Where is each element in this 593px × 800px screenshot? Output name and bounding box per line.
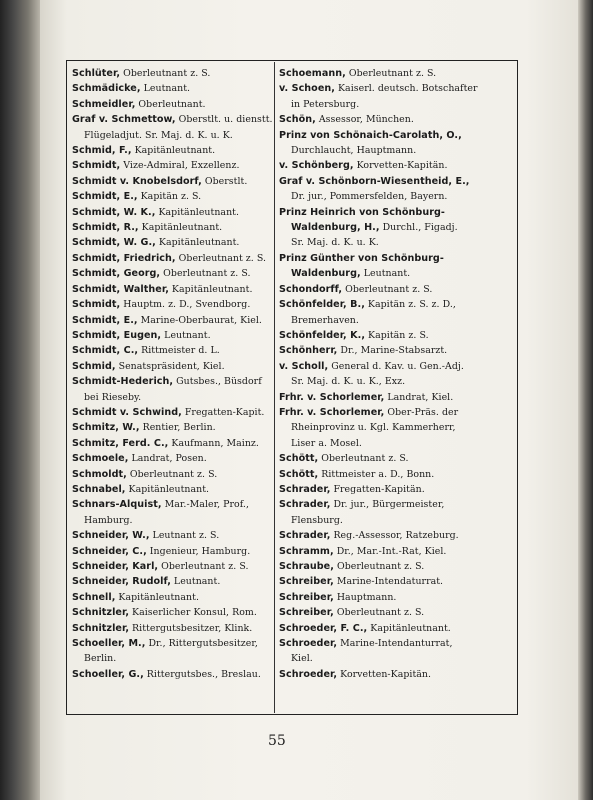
list-entry	[279, 266, 474, 281]
entry-description: Leutnant.	[360, 268, 411, 280]
entry-name: Waldenburg, H.,	[291, 222, 380, 234]
entry-name: Schön,	[279, 114, 316, 126]
entry-name: Schroeder,	[279, 638, 338, 650]
list-entry	[279, 220, 474, 235]
entry-description: Liser a. Mosel.	[291, 437, 362, 449]
entry-name: Schnitzler,	[72, 622, 130, 634]
entry-name: Schmidt, Walther,	[72, 283, 169, 295]
entry-description: Kapitän z. S.	[365, 329, 429, 341]
list-entry	[72, 482, 267, 497]
entry-description: Oberstlt. u. dienstt.	[175, 114, 273, 126]
entry-name: Schmid,	[72, 360, 116, 372]
list-entry	[279, 636, 474, 651]
list-entry	[72, 374, 267, 389]
list-entry	[72, 359, 267, 374]
entry-description: Kapitän z. S.	[137, 191, 202, 203]
entry-name: v. Scholl,	[279, 360, 329, 372]
entry-name: Schmidt, W. K.,	[72, 206, 156, 218]
entry-name: Schneider, Karl,	[72, 561, 159, 572]
entry-description: Oberleutnant z. S.	[318, 453, 409, 465]
list-entry	[279, 143, 474, 158]
entry-name: v. Schönberg,	[279, 160, 354, 172]
entry-name: Schoeller, M.,	[72, 638, 146, 650]
list-entry	[72, 205, 267, 220]
entry-name: Schmeidler,	[72, 98, 136, 110]
entry-description: Hauptmann.	[333, 591, 397, 603]
entry-description: Senatspräsident, Kiel.	[115, 360, 225, 372]
list-entry	[72, 451, 267, 466]
list-entry	[72, 143, 267, 158]
entry-name: Schnitzler,	[72, 607, 130, 619]
list-entry	[279, 605, 474, 620]
entry-name: Schmitz, W.,	[72, 422, 140, 434]
entry-name: Waldenburg,	[291, 268, 361, 280]
entry-description: Kapitänleutnant.	[138, 222, 223, 234]
entry-description: Sr. Maj. d. K. u. K.	[291, 237, 379, 249]
list-entry	[279, 205, 474, 220]
entry-description: Berlin.	[84, 653, 117, 665]
entry-name: Schmidt, R.,	[72, 222, 139, 234]
list-entry	[279, 420, 474, 435]
list-entry	[72, 559, 267, 574]
list-entry	[279, 158, 474, 173]
entry-name: Schneider, W.,	[72, 530, 150, 542]
list-entry	[72, 66, 267, 81]
entry-name: Prinz von Schönaich-Carolath, O.,	[279, 129, 462, 141]
entry-name: Frhr. v. Schorlemer,	[279, 406, 385, 418]
entry-description: Rentier, Berlin.	[139, 422, 216, 434]
list-entry	[279, 436, 474, 451]
entry-description: Leutnant.	[140, 83, 191, 95]
entry-description: Vize-Admiral, Exzellenz.	[120, 160, 240, 172]
entry-description: Kapitänleutnant.	[131, 145, 216, 157]
entry-name: Graf v. Schmettow,	[72, 114, 176, 126]
entry-description: Kapitänleutnant.	[155, 206, 240, 218]
entry-description: Ober-Präs. der	[384, 406, 459, 418]
list-entry	[279, 621, 474, 636]
list-entry	[279, 112, 474, 127]
entry-description: Hamburg.	[84, 514, 133, 526]
entry-name: Schreiber,	[279, 607, 334, 619]
list-entry	[279, 235, 474, 250]
list-entry	[279, 574, 474, 589]
entry-description: Rittmeister a. D., Bonn.	[318, 468, 435, 480]
list-entry	[279, 81, 478, 96]
entry-description: Dr., Mar.-Int.-Rat, Kiel.	[333, 545, 447, 557]
entry-name: Schoeller, G.,	[72, 668, 144, 680]
entry-name: Schmidt, C.,	[72, 345, 139, 357]
entry-name: Schrader,	[279, 483, 331, 495]
entry-description: Kaufmann, Mainz.	[168, 437, 259, 449]
entry-description: Gutsbes., Büsdorf	[173, 376, 262, 388]
list-entry	[72, 174, 267, 189]
entry-name: Schmidt, Friedrich,	[72, 252, 176, 264]
list-entry	[279, 97, 474, 112]
list-entry	[279, 590, 474, 605]
list-entry	[72, 235, 267, 250]
entry-description: Kapitänleutnant.	[155, 237, 240, 249]
list-entry	[279, 544, 474, 559]
entry-name: Schrader,	[279, 530, 331, 542]
entry-description: Kapitän z. S. z. D.,	[364, 299, 456, 311]
entry-name: Schmidt, W. G.,	[72, 237, 156, 249]
list-entry	[72, 158, 267, 173]
page-edge-shadow	[578, 0, 593, 800]
entry-description: Durchlaucht, Hauptmann.	[291, 145, 417, 157]
entry-description: Sr. Maj. d. K. u. K., Exz.	[291, 376, 406, 388]
book-spine-shadow	[0, 0, 40, 800]
list-entry	[72, 220, 267, 235]
list-entry	[279, 359, 474, 374]
list-entry	[72, 112, 273, 127]
entry-name: Schönfelder, K.,	[279, 329, 366, 341]
list-entry	[72, 590, 267, 605]
entry-description: Dr. jur., Pommersfelden, Bayern.	[291, 191, 448, 203]
list-entry	[72, 313, 267, 328]
entry-name: Schnell,	[72, 591, 116, 603]
entry-description: Leutnant z. S.	[149, 530, 220, 542]
list-entry	[279, 374, 474, 389]
list-entry	[72, 436, 267, 451]
list-entry	[72, 251, 267, 266]
list-entry	[279, 497, 474, 512]
entry-name: Schmidt, Georg,	[72, 268, 161, 280]
entry-description: Leutnant.	[170, 576, 221, 588]
list-entry	[279, 174, 474, 189]
list-entry	[279, 251, 474, 266]
entry-name: Schneider, C.,	[72, 545, 147, 557]
entry-description: Mar.-Maler, Prof.,	[161, 499, 249, 511]
entry-name: Schoemann,	[279, 68, 346, 79]
entry-name: Schneider, Rudolf,	[72, 576, 171, 588]
entry-description: Durchl., Figadj.	[379, 222, 458, 234]
list-entry	[72, 390, 267, 405]
list-entry	[279, 513, 474, 528]
entry-description: Kapitänleutnant.	[367, 622, 451, 634]
entry-name: Schmoele,	[72, 453, 129, 465]
entry-name: Schmidt-Hederich,	[72, 376, 174, 388]
list-entry	[72, 651, 267, 666]
entry-description: in Petersburg.	[291, 98, 360, 110]
entry-description: Dr., Rittergutsbesitzer,	[145, 638, 258, 650]
list-entry	[72, 636, 267, 651]
entry-name: Schroeder,	[279, 668, 338, 680]
entry-name: Schmädicke,	[72, 83, 141, 95]
entry-name: Schmid, F.,	[72, 145, 132, 157]
entry-description: Hauptm. z. D., Svendborg.	[120, 299, 251, 311]
entry-description: Oberleutnant z. S.	[333, 607, 425, 619]
list-entry	[72, 605, 267, 620]
entry-description: Marine-Intendaturrat.	[333, 576, 444, 588]
list-entry	[72, 574, 267, 589]
entry-name: Schött,	[279, 453, 319, 465]
entry-description: bei Rieseby.	[84, 391, 142, 403]
entry-description: Dr. jur., Bürgermeister,	[330, 499, 445, 511]
list-entry	[72, 621, 267, 636]
entry-description: Oberleutnant z. S.	[345, 68, 437, 79]
entry-description: Marine-Intendanturrat,	[337, 638, 453, 650]
list-entry	[279, 559, 474, 574]
entry-name: Schreiber,	[279, 591, 334, 603]
entry-description: Fregatten-Kapit.	[181, 406, 265, 418]
entry-description: Marine-Oberbaurat, Kiel.	[137, 314, 262, 326]
entry-name: Schnabel,	[72, 483, 126, 495]
entry-name: Schlüter,	[72, 68, 121, 79]
list-entry	[72, 497, 267, 512]
list-entry	[279, 482, 474, 497]
entry-name: Graf v. Schönborn-Wiesentheid, E.,	[279, 175, 470, 187]
list-entry	[72, 544, 267, 559]
list-entry	[72, 667, 267, 682]
left-column	[72, 66, 273, 682]
right-column	[279, 66, 478, 682]
entry-name: Frhr. v. Schorlemer,	[279, 391, 385, 403]
column-divider	[274, 62, 275, 713]
entry-name: Schramm,	[279, 545, 334, 557]
entry-name: Schmidt, E.,	[72, 314, 138, 326]
list-entry	[279, 343, 474, 358]
entry-description: Landrat, Kiel.	[384, 391, 454, 403]
entry-description: Rheinprovinz u. Kgl. Kammerherr,	[291, 422, 456, 434]
entry-name: Schönfelder, B.,	[279, 299, 365, 311]
list-entry	[72, 467, 267, 482]
entry-description: Oberleutnant z. S.	[160, 268, 251, 280]
list-entry	[72, 97, 267, 112]
list-entry	[72, 297, 267, 312]
list-entry	[279, 328, 474, 343]
entry-name: v. Schoen,	[279, 83, 335, 95]
entry-description: Oberleutnant z. S.	[333, 561, 425, 572]
entry-name: Schreiber,	[279, 576, 334, 588]
list-entry	[72, 266, 267, 281]
entry-name: Schroeder, F. C.,	[279, 622, 368, 634]
entry-name: Prinz Heinrich von Schönburg-	[279, 206, 445, 218]
list-entry	[279, 667, 474, 682]
entry-description: Kiel.	[291, 653, 313, 665]
entry-description: Fregatten-Kapitän.	[330, 483, 425, 495]
entry-name: Schnars-Alquist,	[72, 499, 162, 511]
list-entry	[279, 297, 474, 312]
entry-description: Kaiserl. deutsch. Botschafter	[334, 83, 478, 95]
list-entry	[279, 128, 474, 143]
entry-name: Schmidt, E.,	[72, 191, 138, 203]
list-entry	[279, 189, 474, 204]
list-entry	[72, 128, 267, 143]
entry-description: Rittmeister d. L.	[138, 345, 220, 357]
entry-name: Schmidt v. Knobelsdorf,	[72, 175, 202, 187]
entry-description: General d. Kav. u. Gen.-Adj.	[328, 360, 464, 372]
entry-name: Schraube,	[279, 561, 334, 572]
entry-description: Rittergutsbesitzer, Klink.	[129, 622, 253, 634]
entry-name: Schött,	[279, 468, 319, 480]
list-entry	[72, 81, 267, 96]
entry-description: Kaiserlicher Konsul, Rom.	[129, 607, 257, 619]
entry-description: Kapitänleutnant.	[168, 283, 253, 295]
entry-name: Schmidt v. Schwind,	[72, 406, 182, 418]
entry-description: Oberleutnant z. S.	[158, 561, 249, 572]
list-entry	[72, 343, 267, 358]
entry-description: Leutnant.	[161, 329, 211, 341]
list-entry	[72, 513, 267, 528]
list-entry	[279, 313, 474, 328]
list-entry	[279, 467, 474, 482]
entry-description: Ingenieur, Hamburg.	[146, 545, 251, 557]
entry-description: Oberleutnant.	[135, 98, 206, 110]
entry-description: Bremerhaven.	[291, 314, 359, 326]
entry-name: Schondorff,	[279, 283, 343, 295]
list-entry	[72, 282, 267, 297]
entry-name: Schmidt,	[72, 299, 121, 311]
page-number: 55	[268, 733, 286, 749]
entry-description: Rittergutsbes., Breslau.	[143, 668, 261, 680]
list-entry	[279, 66, 474, 81]
entry-name: Schmitz, Ferd. C.,	[72, 437, 169, 449]
entry-name: Prinz Günther von Schönburg-	[279, 252, 444, 264]
entry-description: Assessor, München.	[315, 114, 414, 126]
entry-description: Korvetten-Kapitän.	[337, 668, 432, 680]
list-entry	[279, 282, 474, 297]
list-entry	[279, 405, 474, 420]
list-entry	[279, 651, 474, 666]
entry-name: Schmoldt,	[72, 468, 127, 480]
entry-description: Landrat, Posen.	[128, 453, 207, 465]
entry-description: Flügeladjut. Sr. Maj. d. K. u. K.	[84, 129, 233, 141]
list-entry	[72, 328, 267, 343]
entry-description: Oberleutnant z. S.	[120, 68, 211, 79]
entry-description: Oberleutnant z. S.	[126, 468, 218, 480]
list-entry	[279, 451, 474, 466]
list-entry	[279, 528, 474, 543]
entry-description: Kapitänleutnant.	[125, 483, 210, 495]
list-entry	[72, 405, 267, 420]
entry-description: Korvetten-Kapitän.	[353, 160, 448, 172]
list-entry	[279, 390, 474, 405]
list-entry	[72, 420, 267, 435]
list-entry	[72, 189, 267, 204]
entry-name: Schrader,	[279, 499, 331, 511]
entry-name: Schmidt,	[72, 160, 121, 172]
entry-description: Oberleutnant z. S.	[342, 283, 433, 295]
list-entry	[72, 528, 267, 543]
entry-description: Dr., Marine-Stabsarzt.	[337, 345, 448, 357]
entry-description: Oberstlt.	[201, 175, 248, 187]
entry-description: Flensburg.	[291, 514, 343, 526]
entry-name: Schmidt, Eugen,	[72, 329, 162, 341]
entry-description: Kapitänleutnant.	[115, 591, 199, 603]
entry-name: Schönherr,	[279, 345, 338, 357]
entry-description: Reg.-Assessor, Ratzeburg.	[330, 530, 459, 542]
entry-description: Oberleutnant z. S.	[175, 252, 267, 264]
